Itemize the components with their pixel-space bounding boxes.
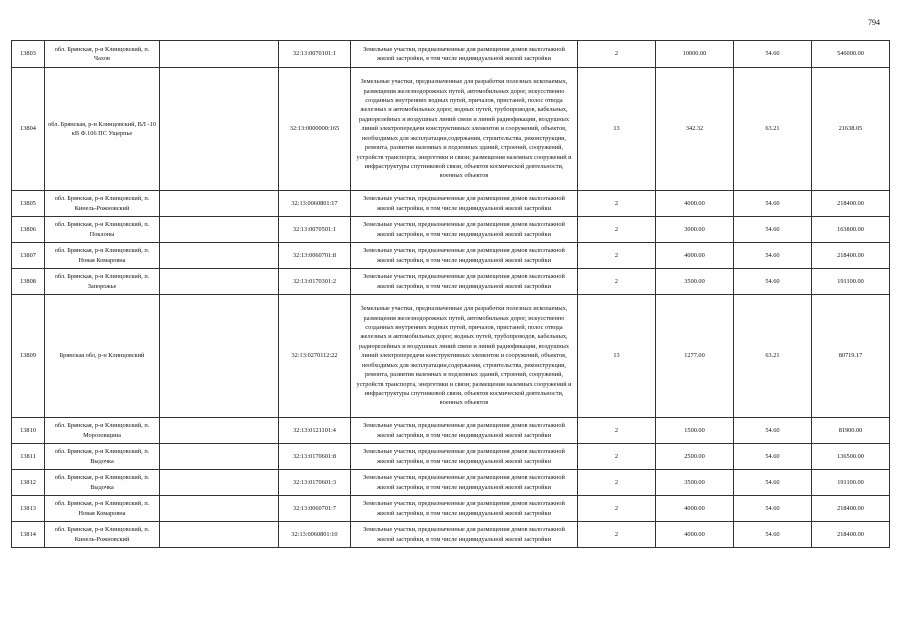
land-use-description-cell: Земельные участки, предназначенные для размещения домов малоэтажной жилой застройки, в том числе индивидуальной жилой застройки (351, 444, 578, 470)
cadastral-value-cell: 218400.00 (812, 191, 890, 217)
address-cell: обл. Брянская, р-н Клинцовский, п. Кинель-Рожновский (45, 522, 160, 548)
area-cell: 342.32 (656, 68, 734, 191)
area-cell: 1277.00 (656, 295, 734, 418)
table-row (12, 496, 890, 522)
cadastral-number-cell: 32:13:0060801:10 (279, 522, 351, 548)
table-row (12, 68, 890, 191)
blank-cell (160, 496, 279, 522)
land-use-description-cell: Земельные участки, предназначенные для размещения домов малоэтажной жилой застройки, в том числе индивидуальной жилой застройки (351, 41, 578, 68)
cadastral-number-cell: 32:13:0170301:2 (279, 269, 351, 295)
blank-cell (160, 295, 279, 418)
table-row (12, 522, 890, 548)
land-use-description-cell: Земельные участки, предназначенные для размещения домов малоэтажной жилой застройки, в том числе индивидуальной жилой застройки (351, 217, 578, 243)
area-cell: 4000.00 (656, 496, 734, 522)
area-cell: 3500.00 (656, 269, 734, 295)
group-number-cell: 2 (578, 444, 656, 470)
row-number: 13805 (12, 191, 45, 217)
blank-cell (160, 68, 279, 191)
specific-value-cell: 54.60 (734, 41, 812, 68)
specific-value-cell: 54.60 (734, 496, 812, 522)
specific-value-cell: 54.60 (734, 243, 812, 269)
specific-value-cell: 54.60 (734, 444, 812, 470)
cadastral-number-cell: 32:13:0060701:8 (279, 243, 351, 269)
cadastral-number-cell: 32:13:0170601:8 (279, 444, 351, 470)
cadastral-number-cell: 32:13:0170601:3 (279, 470, 351, 496)
address-cell: обл. Брянская, р-н Клинцовский, п. Кинель-Рожновский (45, 191, 160, 217)
blank-cell (160, 444, 279, 470)
table-row (12, 217, 890, 243)
address-cell: обл. Брянская, р-н Клинцовский, п. Поклоны (45, 217, 160, 243)
cadastral-value-cell: 191100.00 (812, 269, 890, 295)
table-row (12, 191, 890, 217)
group-number-cell: 2 (578, 217, 656, 243)
row-number: 13809 (12, 295, 45, 418)
address-cell: обл. Брянская, р-н Клинцовский, п. Морозовщина (45, 418, 160, 444)
address-cell: обл. Брянская, р-н Клинцовский, п. Новая Комаровна (45, 243, 160, 269)
group-number-cell: 13 (578, 295, 656, 418)
land-use-description-cell: Земельные участки, предназначенные для разработки полезных ископаемых, размещения железнодорожных путей, автомобильных дорог, искусственно созданных внутренних водных путей, причалов, пристаней, полос отвода железных и автомобильных дорог, водных путей, трубопроводов, кабельных, радиорелейных и воздушных линий связи и линий радиофикации, воздушных линий электропередачи конструктивных элементов и сооружений, объектов, необходимых для эксплуатации,содержания, строительства, реконструкции, ремонта, развития наземных и подземных зданий, строений, сооружений, устройств транспорта, энергетики и связи; размещения наземных сооружений и инфраструктуры спутниковой связи, объектов космической деятельности, военных объектов (351, 295, 578, 418)
specific-value-cell: 54.60 (734, 418, 812, 444)
cadastral-value-cell: 218400.00 (812, 496, 890, 522)
row-number: 13803 (12, 41, 45, 68)
land-use-description-cell: Земельные участки, предназначенные для размещения домов малоэтажной жилой застройки, в том числе индивидуальной жилой застройки (351, 496, 578, 522)
address-cell: Брянская обл, р-н Клинцовский (45, 295, 160, 418)
area-cell: 4000.00 (656, 191, 734, 217)
area-cell: 3000.00 (656, 217, 734, 243)
row-number: 13812 (12, 470, 45, 496)
blank-cell (160, 470, 279, 496)
cadastral-value-cell: 80719.17 (812, 295, 890, 418)
address-cell: обл. Брянская, р-н Клинцовский, п. Новая Комаровна (45, 496, 160, 522)
table-row (12, 243, 890, 269)
table-row (12, 444, 890, 470)
table-row (12, 295, 890, 418)
area-cell: 1500.00 (656, 418, 734, 444)
group-number-cell: 2 (578, 269, 656, 295)
cadastral-value-table (11, 40, 890, 548)
row-number: 13810 (12, 418, 45, 444)
cadastral-value-cell: 546000.00 (812, 41, 890, 68)
group-number-cell: 2 (578, 418, 656, 444)
specific-value-cell: 54.60 (734, 470, 812, 496)
address-cell: обл. Брянская, р-н Клинцовский, п. Выдочка (45, 444, 160, 470)
address-cell: обл. Брянская, р-н Клинцовский, п. Чахов (45, 41, 160, 68)
blank-cell (160, 191, 279, 217)
row-number: 13808 (12, 269, 45, 295)
blank-cell (160, 41, 279, 68)
land-use-description-cell: Земельные участки, предназначенные для размещения домов малоэтажной жилой застройки, в том числе индивидуальной жилой застройки (351, 243, 578, 269)
cadastral-value-cell: 81900.00 (812, 418, 890, 444)
cadastral-number-cell: 32:13:0070101:1 (279, 41, 351, 68)
group-number-cell: 13 (578, 68, 656, 191)
cadastral-value-cell: 136500.00 (812, 444, 890, 470)
land-use-description-cell: Земельные участки, предназначенные для размещения домов малоэтажной жилой застройки, в том числе индивидуальной жилой застройки (351, 522, 578, 548)
cadastral-value-cell: 218400.00 (812, 243, 890, 269)
blank-cell (160, 217, 279, 243)
table-row (12, 418, 890, 444)
cadastral-number-cell: 32:13:0270112:22 (279, 295, 351, 418)
cadastral-number-cell: 32:13:0121101:4 (279, 418, 351, 444)
address-cell: обл. Брянская, р-н Клинцовский, п. Запорожье (45, 269, 160, 295)
area-cell: 4000.00 (656, 522, 734, 548)
page-number: 794 (868, 18, 880, 27)
blank-cell (160, 269, 279, 295)
table-row (12, 41, 890, 68)
cadastral-number-cell: 32:13:0070501:1 (279, 217, 351, 243)
specific-value-cell: 54.60 (734, 522, 812, 548)
row-number: 13807 (12, 243, 45, 269)
row-number: 13804 (12, 68, 45, 191)
row-number: 13806 (12, 217, 45, 243)
table-row (12, 470, 890, 496)
row-number: 13813 (12, 496, 45, 522)
address-cell: обл. Брянская, р-н Клинцовский, ВЛ -10 кВ Ф.106 ПС Ущерпье (45, 68, 160, 191)
blank-cell (160, 418, 279, 444)
area-cell: 10000.00 (656, 41, 734, 68)
table-row (12, 269, 890, 295)
land-use-description-cell: Земельные участки, предназначенные для размещения домов малоэтажной жилой застройки, в том числе индивидуальной жилой застройки (351, 191, 578, 217)
land-use-description-cell: Земельные участки, предназначенные для размещения домов малоэтажной жилой застройки, в том числе индивидуальной жилой застройки (351, 269, 578, 295)
group-number-cell: 2 (578, 243, 656, 269)
blank-cell (160, 243, 279, 269)
group-number-cell: 2 (578, 496, 656, 522)
cadastral-number-cell: 32:13:0000000:165 (279, 68, 351, 191)
land-use-description-cell: Земельные участки, предназначенные для разработки полезных ископаемых, размещения железнодорожных путей, автомобильных дорог, искусственно созданных внутренних водных путей, причалов, пристаней, полос отвода железных и автомобильных дорог, водных путей, трубопроводов, кабельных, радиорелейных и воздушных линий связи и линий радиофикации, воздушных линий электропередачи конструктивных элементов и сооружений, объектов, необходимых для эксплуатации,содержания, строительства, реконструкции, ремонта, развития наземных и подземных зданий, строений, сооружений, устройств транспорта, энергетики и связи; размещения наземных сооружений и инфраструктуры спутниковой связи, объектов космической деятельности, военных объектов (351, 68, 578, 191)
area-cell: 2500.00 (656, 444, 734, 470)
land-use-description-cell: Земельные участки, предназначенные для размещения домов малоэтажной жилой застройки, в том числе индивидуальной жилой застройки (351, 418, 578, 444)
specific-value-cell: 54.60 (734, 191, 812, 217)
row-number: 13811 (12, 444, 45, 470)
group-number-cell: 2 (578, 41, 656, 68)
specific-value-cell: 63.21 (734, 295, 812, 418)
cadastral-number-cell: 32:13:0060701:7 (279, 496, 351, 522)
group-number-cell: 2 (578, 470, 656, 496)
land-use-description-cell: Земельные участки, предназначенные для размещения домов малоэтажной жилой застройки, в том числе индивидуальной жилой застройки (351, 470, 578, 496)
area-cell: 4000.00 (656, 243, 734, 269)
specific-value-cell: 54.60 (734, 217, 812, 243)
specific-value-cell: 54.60 (734, 269, 812, 295)
cadastral-value-cell: 21638.05 (812, 68, 890, 191)
cadastral-value-cell: 191100.00 (812, 470, 890, 496)
cadastral-value-cell: 163800.00 (812, 217, 890, 243)
cadastral-value-cell: 218400.00 (812, 522, 890, 548)
cadastral-number-cell: 32:13:0060801:17 (279, 191, 351, 217)
address-cell: обл. Брянская, р-н Клинцовский, п. Выдочка (45, 470, 160, 496)
area-cell: 3500.00 (656, 470, 734, 496)
group-number-cell: 2 (578, 191, 656, 217)
group-number-cell: 2 (578, 522, 656, 548)
row-number: 13814 (12, 522, 45, 548)
blank-cell (160, 522, 279, 548)
specific-value-cell: 63.21 (734, 68, 812, 191)
